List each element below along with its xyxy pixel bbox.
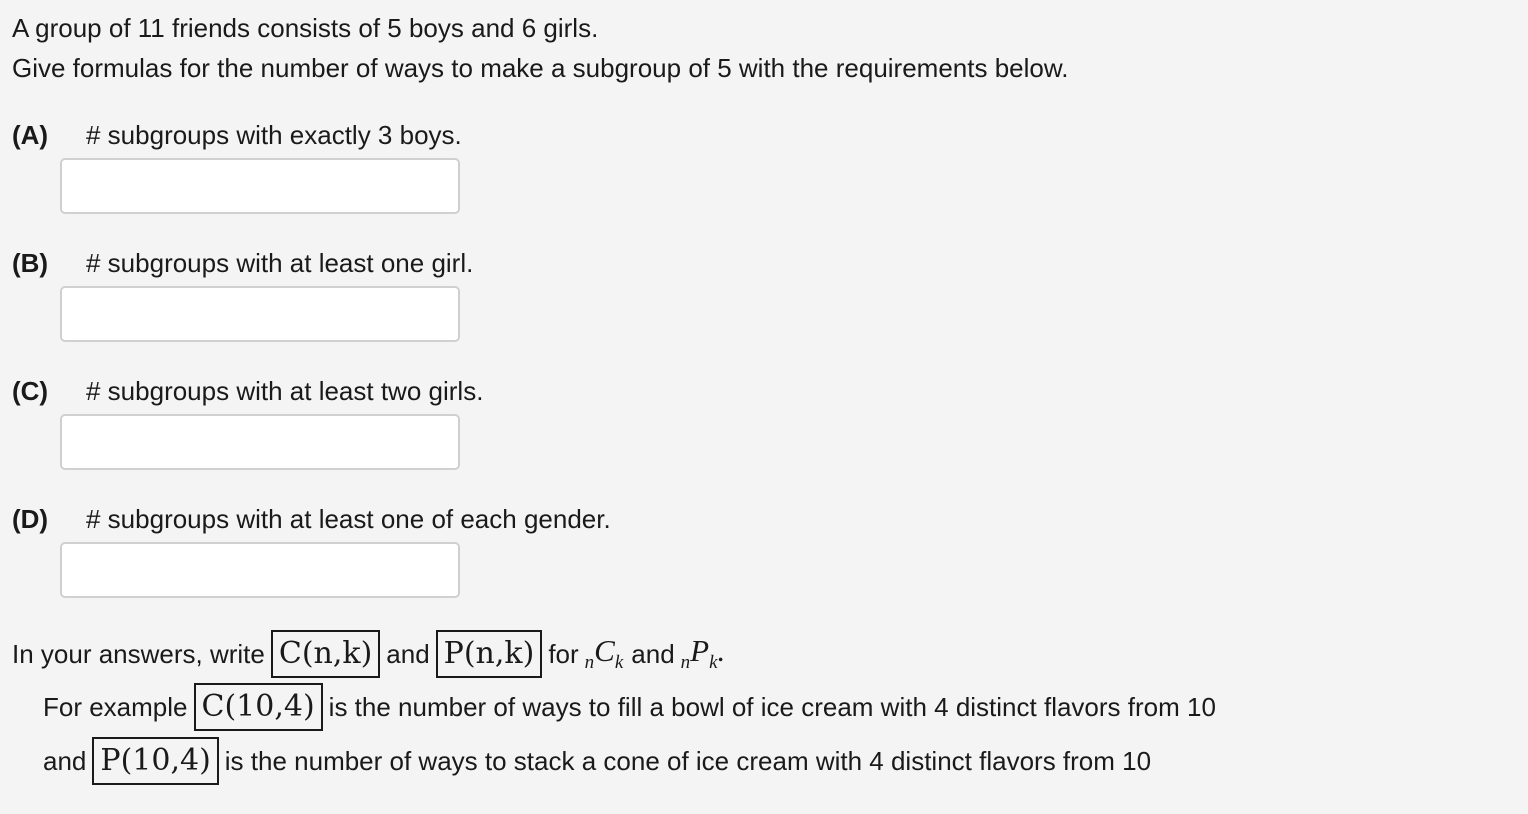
notation-prefix: In your answers, write	[12, 638, 265, 669]
permutation-example	[43, 734, 1216, 788]
problem-line-2: Give formulas for the number of ways to make a subgroup of 5 with the requirements below.	[12, 53, 1069, 83]
part-d	[12, 502, 812, 536]
part-b-question: # subgroups with at least one girl.	[86, 248, 474, 278]
part-a	[12, 118, 812, 152]
example-permutation-text: is the number of ways to stack a cone of ice cream with 4 distinct flavors from 10	[224, 745, 1152, 776]
answer-format-notes	[12, 628, 1216, 788]
part-d-answer-input[interactable]	[60, 542, 460, 598]
part-b-label: (B)	[12, 248, 49, 278]
part-d-question: # subgroups with at least one of each gender.	[86, 504, 611, 534]
combination-example	[43, 680, 1216, 734]
part-d-label: (D)	[12, 504, 49, 534]
example-combination-text: is the number of ways to fill a bowl of ice cream with 4 distinct flavors from 10	[328, 691, 1216, 722]
notation-and-2: and	[631, 638, 675, 669]
notation-for: for	[548, 638, 579, 669]
problem-line-1: A group of 11 friends consists of 5 boys and 6 girls.	[12, 13, 599, 43]
part-c	[12, 374, 812, 408]
notation-and: and	[386, 638, 430, 669]
part-b-answer-input[interactable]	[60, 286, 460, 342]
part-a-answer-input[interactable]	[60, 158, 460, 214]
part-c-label: (C)	[12, 376, 49, 406]
part-b	[12, 246, 812, 280]
combination-notation: C(n,k)	[271, 630, 380, 678]
part-c-question: # subgroups with at least two girls.	[86, 376, 484, 406]
example-and: and	[43, 745, 87, 776]
problem-statement	[12, 8, 1068, 88]
permutation-notation: P(n,k)	[436, 630, 543, 678]
permutation-symbol: $_nP_k$.	[680, 633, 726, 674]
example-permutation: P(10,4)	[92, 737, 218, 785]
part-c-answer-input[interactable]	[60, 414, 460, 470]
part-a-label: (A)	[12, 120, 49, 150]
part-a-question: # subgroups with exactly 3 boys.	[86, 120, 462, 150]
combination-symbol: $_nC_k$	[584, 633, 624, 674]
example-prefix: For example	[43, 691, 188, 722]
notation-instruction	[12, 628, 1216, 680]
example-combination: C(10,4)	[194, 683, 323, 731]
